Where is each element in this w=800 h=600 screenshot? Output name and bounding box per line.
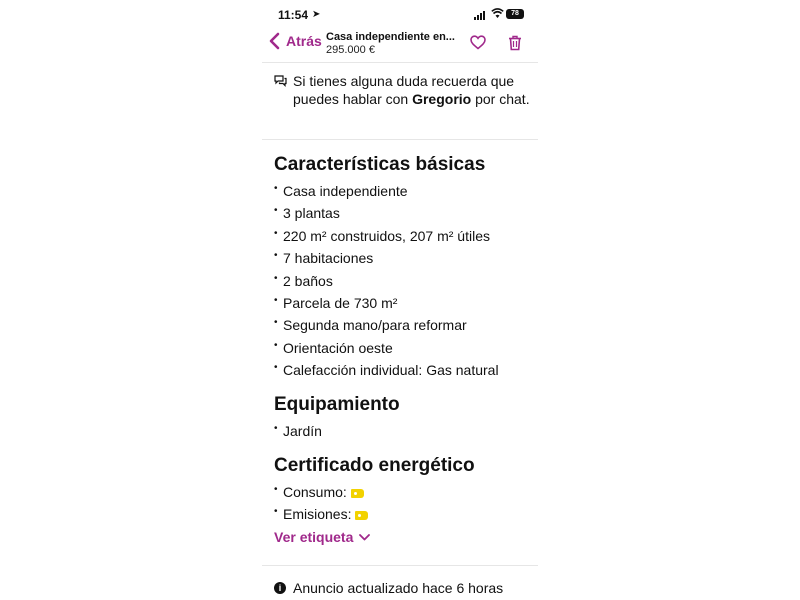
back-button[interactable] <box>268 32 322 50</box>
basic-features-list <box>274 180 499 382</box>
list-item: • Calefacción individual: Gas natural <box>274 359 499 381</box>
ver-etiqueta-label: Ver etiqueta <box>274 529 354 545</box>
list-item: • Segunda mano/para reformar <box>274 314 499 336</box>
consumo-item <box>274 481 368 503</box>
list-item: • Jardín <box>274 420 322 442</box>
updated-notice <box>274 580 503 596</box>
cellular-signal-icon <box>474 11 485 20</box>
listing-title: Casa independiente en... <box>326 31 455 43</box>
nav-bar <box>262 28 538 62</box>
back-label: Atrás <box>286 33 322 49</box>
list-item: • Casa independiente <box>274 180 499 202</box>
chat-divider <box>262 139 538 140</box>
energy-list <box>274 481 368 526</box>
list-item: • Orientación oeste <box>274 337 499 359</box>
energy-tag-icon <box>355 511 368 520</box>
equipment-heading: Equipamiento <box>274 394 400 415</box>
emisiones-item <box>274 503 368 525</box>
list-item: • 220 m² construidos, 207 m² útiles <box>274 225 499 247</box>
emisiones-label: Emisiones: <box>283 506 352 523</box>
updated-text: Anuncio actualizado hace 6 horas <box>293 580 504 596</box>
equipment-list <box>274 420 322 442</box>
energy-tag-icon <box>351 489 364 498</box>
heart-icon[interactable] <box>470 35 486 50</box>
wifi-icon <box>491 8 504 19</box>
chevron-left-icon <box>268 32 280 50</box>
list-item: • 2 baños <box>274 270 499 292</box>
status-time: 11:54 <box>278 8 309 22</box>
info-icon: i <box>274 582 286 594</box>
chat-note-post: por chat. <box>471 91 530 107</box>
energy-certificate-heading: Certificado energético <box>274 455 475 476</box>
location-arrow-icon: ➤ <box>312 9 321 20</box>
chat-note-pre: Si tienes alguna duda recuerda que puedes hablar con <box>293 73 515 107</box>
chevron-down-icon <box>359 534 370 541</box>
agent-name: Gregorio <box>412 91 472 107</box>
chat-bubble-icon <box>274 75 287 87</box>
trash-icon[interactable] <box>508 35 522 51</box>
chat-note <box>274 72 530 108</box>
phone-screen <box>262 0 538 600</box>
list-item: • 7 habitaciones <box>274 247 499 269</box>
ver-etiqueta-link[interactable] <box>274 529 370 545</box>
list-item: • Parcela de 730 m² <box>274 292 499 314</box>
chat-note-text <box>293 72 530 108</box>
footer-divider <box>262 565 538 566</box>
battery-icon: 78 <box>506 9 524 19</box>
consumo-label: Consumo: <box>283 484 347 500</box>
status-bar <box>262 0 538 30</box>
list-item: • 3 plantas <box>274 202 499 224</box>
basic-features-heading: Características básicas <box>274 154 486 175</box>
listing-price: 295.000 € <box>326 44 375 56</box>
nav-divider <box>262 62 538 63</box>
